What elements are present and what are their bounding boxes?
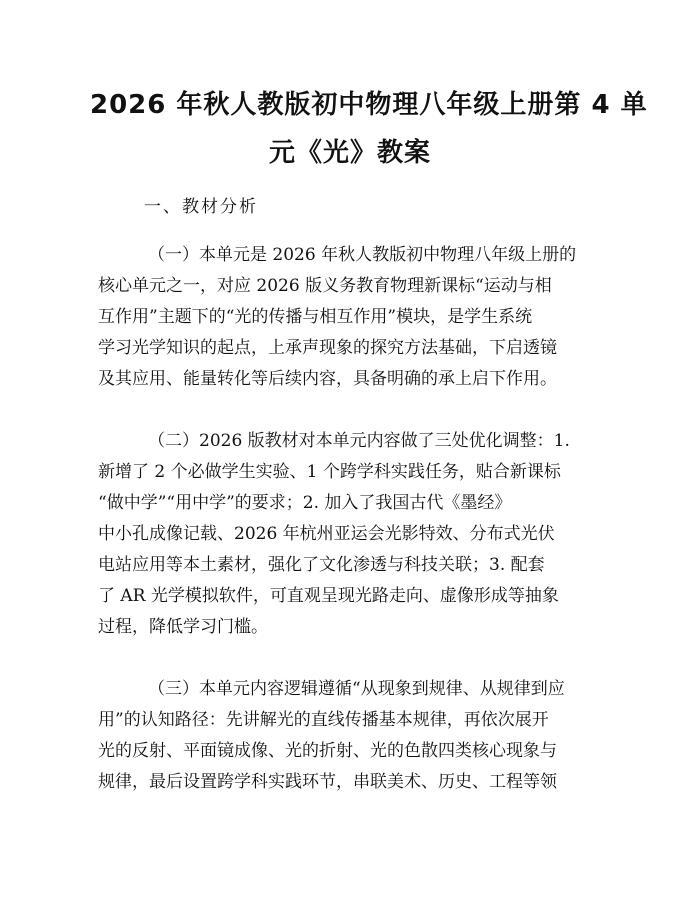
section-heading-teaching-material-analysis: 一、教材分析 (144, 197, 258, 217)
paragraph-line: 学习光学知识的起点，上承声现象的探究方法基础，下启透镜 (98, 338, 557, 358)
paragraph-line: 电站应用等本土素材，强化了文化渗透与科技关联；3. 配套 (98, 555, 545, 575)
document-title-line-2: 元《光》教案 (268, 138, 431, 168)
document-title-line-1: 2026 年秋人教版初中物理八年级上册第 4 单 (90, 90, 648, 120)
paragraph-line: 规律，最后设置跨学科实践环节，串联美术、历史、工程等领 (98, 772, 557, 792)
paragraph-line: 核心单元之一，对应 2026 版义务教育物理新课标“运动与相 (98, 276, 552, 296)
paragraph-line: 新增了 2 个必做学生实验、1 个跨学科实践任务，贴合新课标 (98, 462, 561, 482)
paragraph-line: 了 AR 光学模拟软件，可直观呈现光路走向、虚像形成等抽象 (98, 586, 559, 606)
paragraph-line: 互作用”主题下的“光的传播与相互作用”模块，是学生系统 (98, 307, 533, 327)
paragraph-line: 光的反射、平面镜成像、光的折射、光的色散四类核心现象与 (98, 741, 557, 761)
paragraph-line: 过程，降低学习门槛。 (98, 617, 268, 637)
paragraph-line: “做中学”“用中学”的要求；2. 加入了我国古代《墨经》 (98, 493, 512, 513)
paragraph-line: 中小孔成像记载、2026 年杭州亚运会光影特效、分布式光伏 (98, 524, 555, 544)
paragraph-line: 及其应用、能量转化等后续内容，具备明确的承上启下作用。 (98, 369, 557, 389)
paragraph-line: 用”的认知路径：先讲解光的直线传播基本规律，再依次展开 (98, 710, 549, 730)
paragraph-line: （二）2026 版教材对本单元内容做了三处优化调整：1. (148, 431, 570, 451)
paragraph-line: （三）本单元内容逻辑遵循“从现象到规律、从规律到应 (148, 679, 565, 699)
paragraph-line: （一）本单元是 2026 年秋人教版初中物理八年级上册的 (148, 245, 577, 265)
